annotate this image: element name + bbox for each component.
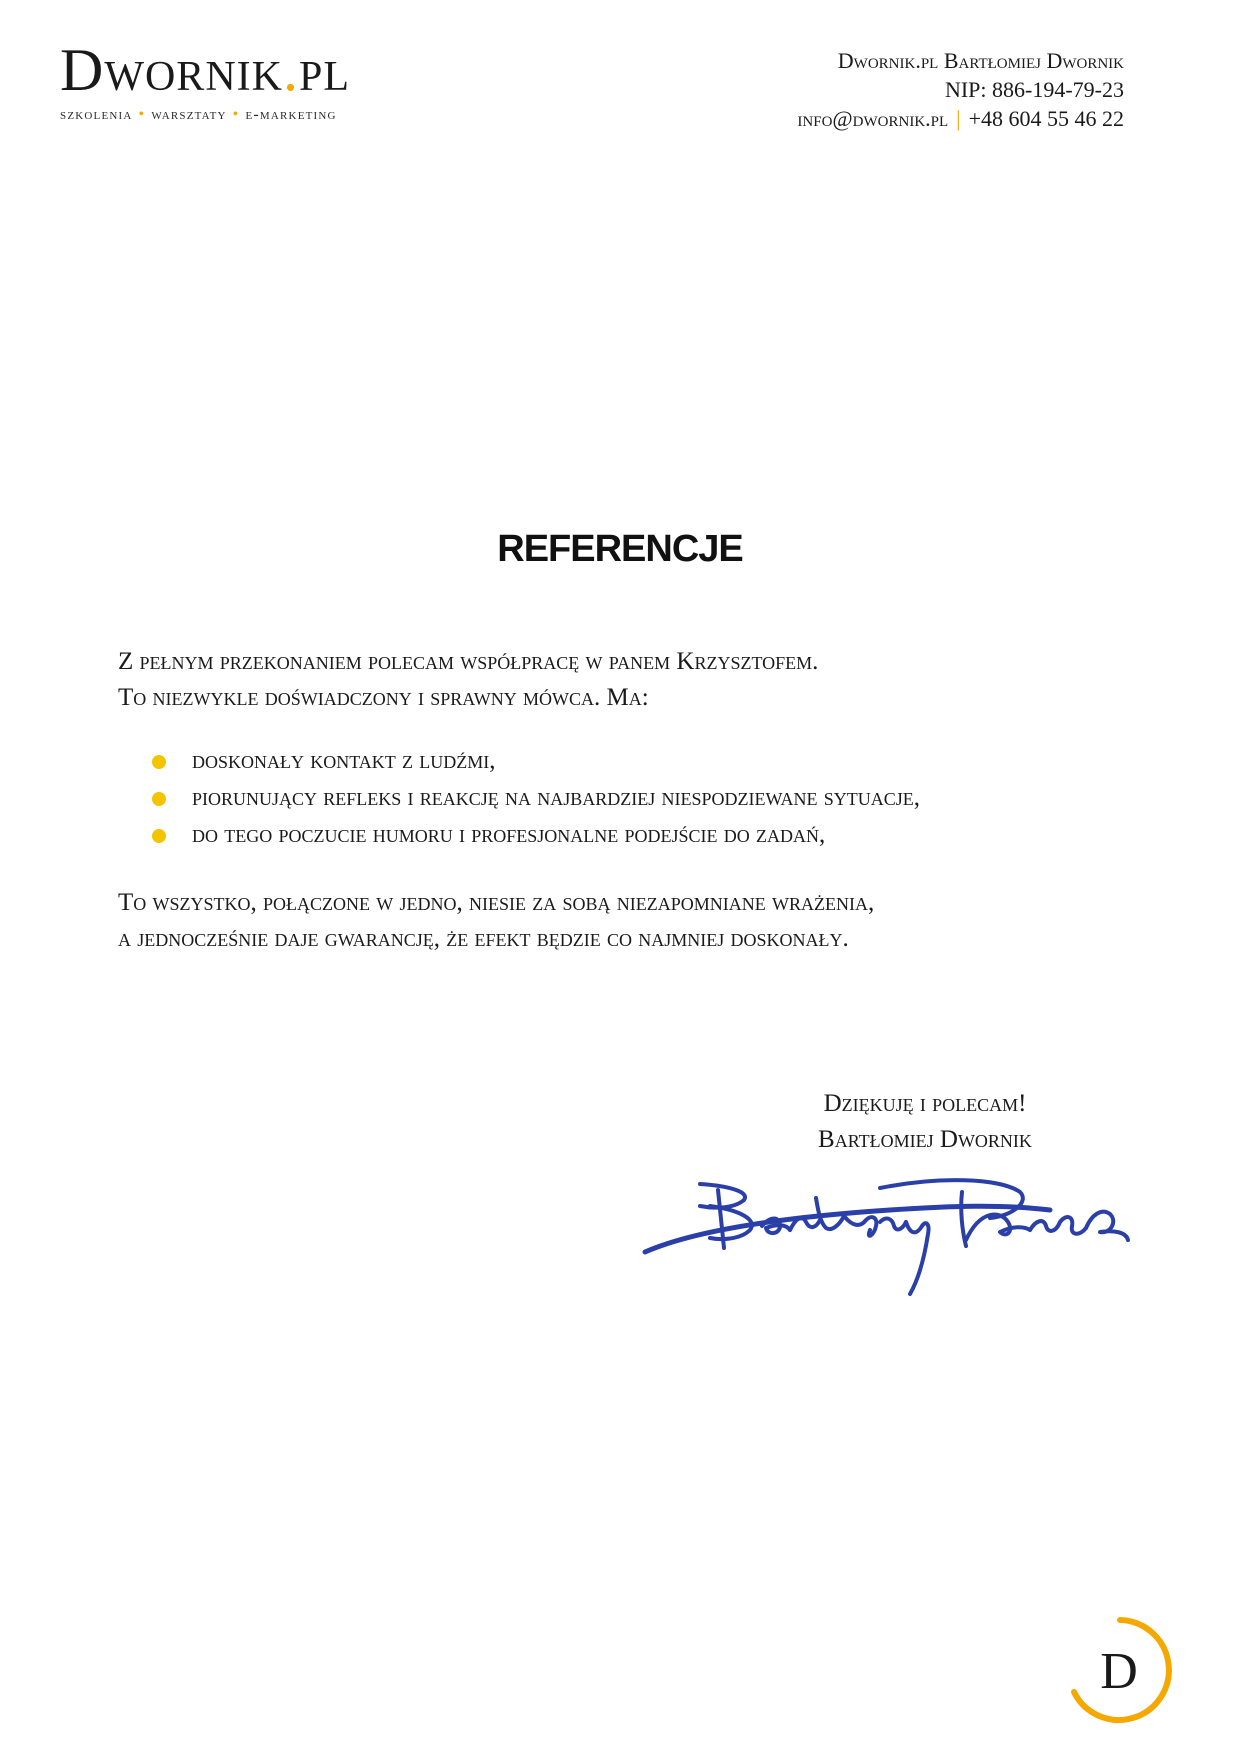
company-name: Dwornik.pl Bartłomiej Dwornik — [837, 48, 1124, 73]
closing-line: To wszystko, połączone w jedno, niesie za sobą niezapomniane wrażenia, — [118, 889, 875, 916]
list-item-text: piorunujący refleks i reakcję na najbardziej niespodziewane sytuacje, — [192, 784, 921, 811]
list-item-text: doskonały kontakt z ludźmi, — [192, 747, 496, 774]
svg-text:D: D — [1100, 1643, 1138, 1700]
logo-dot: . — [282, 37, 299, 103]
logo-tld: pl — [298, 37, 350, 103]
company-nip: NIP: 886-194-79-23 — [944, 77, 1124, 102]
logo-name: Dwornik — [60, 37, 283, 103]
closing-line: a jednocześnie daje gwarancję, że efekt będzie co najmniej doskonały. — [118, 925, 849, 952]
tagline-bullet-icon: • — [232, 106, 240, 123]
company-info — [797, 46, 1124, 133]
company-contact — [797, 104, 1124, 133]
thanks-text: Dziękuję i polecam! — [823, 1090, 1027, 1117]
signer-name: Bartłomiej Dwornik — [818, 1126, 1032, 1153]
company-email[interactable]: info@dwornik.pl — [797, 106, 949, 131]
company-phone[interactable]: +48 604 55 46 22 — [968, 106, 1124, 131]
list-item — [192, 779, 1118, 816]
intro-line: To niezwykle doświadczony i sprawny mówca. Ma: — [118, 684, 649, 711]
intro-line: Z pełnym przekonaniem polecam współpracę w panem Krzysztofem. — [118, 648, 819, 675]
logo-wordmark — [60, 38, 460, 102]
bullet-dot-icon — [152, 755, 166, 769]
tagline-item: szkolenia — [60, 106, 133, 123]
handwritten-signature — [640, 1170, 1160, 1310]
page-title: REFERENCJE — [497, 528, 743, 570]
company-logo — [60, 38, 460, 124]
bullet-dot-icon — [152, 792, 166, 806]
letter-body — [118, 644, 1118, 957]
list-item — [192, 742, 1118, 779]
logo-tagline — [60, 106, 460, 124]
tagline-item: e-marketing — [245, 106, 337, 123]
qualities-list — [118, 742, 1118, 853]
signoff — [760, 1086, 1090, 1158]
tagline-item: warsztaty — [151, 106, 227, 123]
dwornik-emblem-icon — [1064, 1614, 1176, 1726]
tagline-bullet-icon: • — [138, 106, 146, 123]
list-item-text: do tego poczucie humoru i profesjonalne podejście do zadań, — [192, 821, 826, 848]
list-item — [192, 816, 1118, 853]
contact-separator: | — [956, 106, 961, 131]
bullet-dot-icon — [152, 829, 166, 843]
closing-paragraph — [118, 885, 1118, 957]
